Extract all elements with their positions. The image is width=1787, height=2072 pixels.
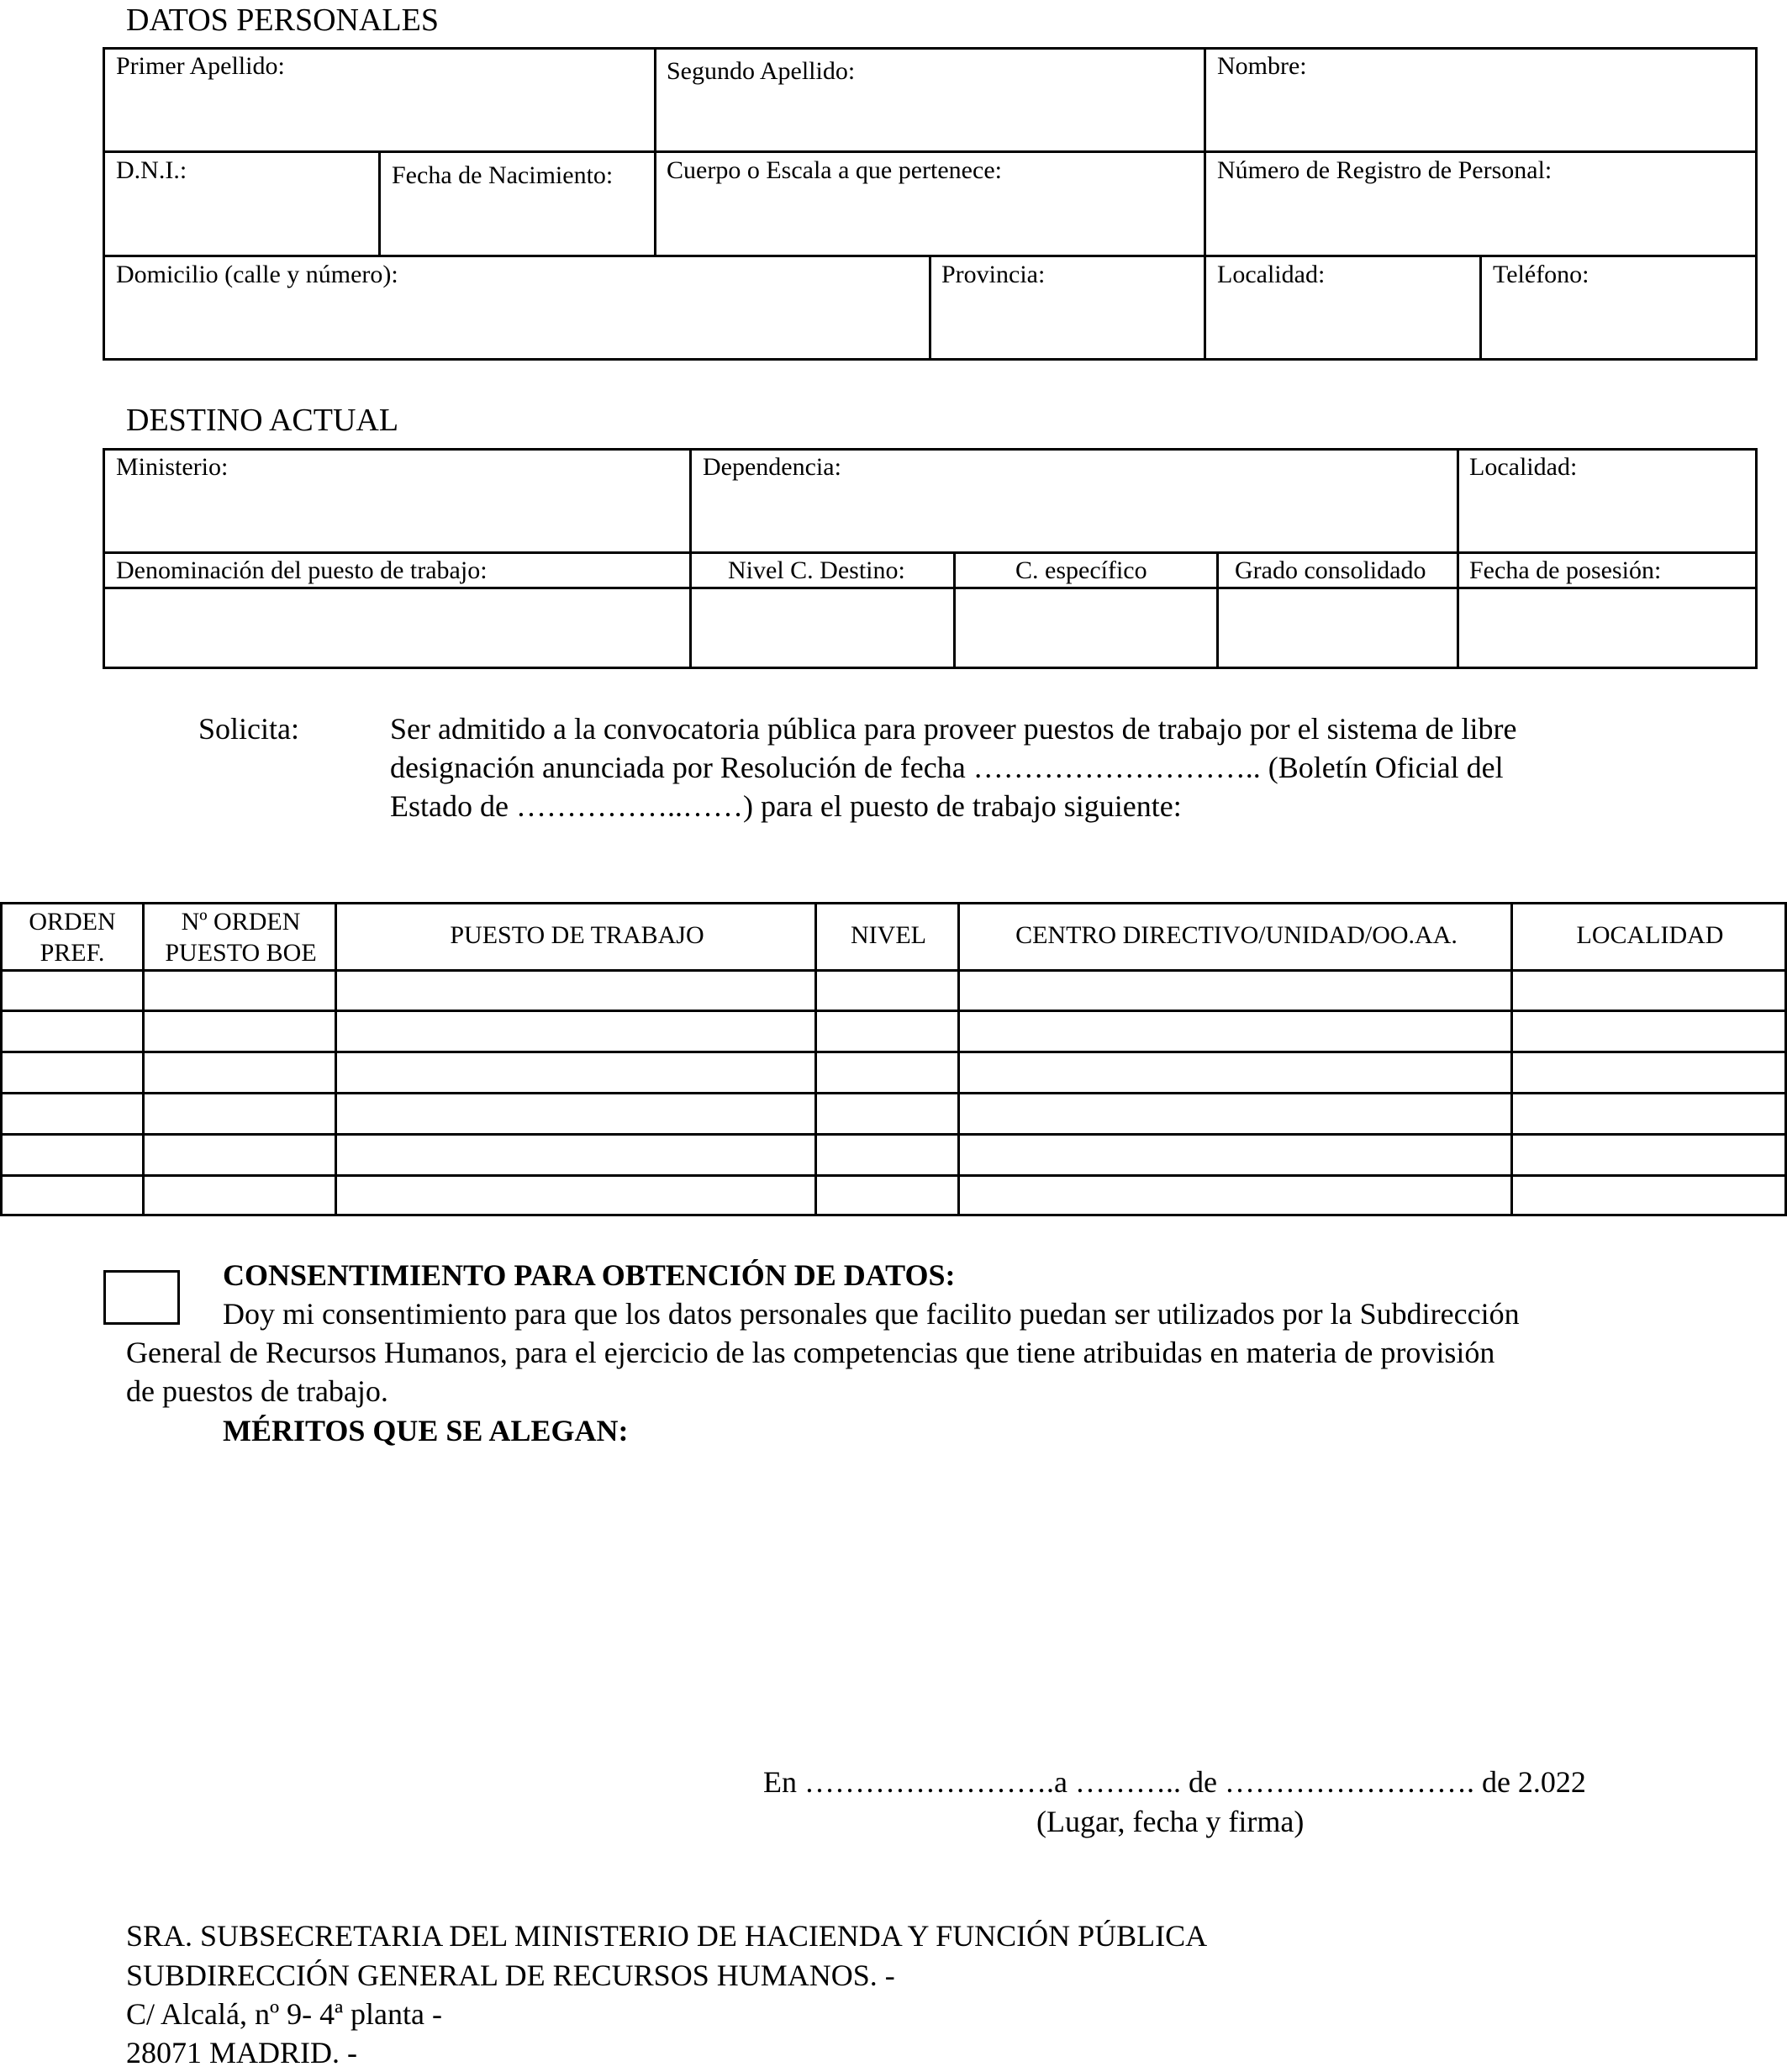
dni-field[interactable]: D.N.I.: — [116, 156, 187, 184]
fecha-posesion-label: Fecha de posesión: — [1469, 556, 1662, 584]
divider — [689, 448, 692, 669]
header-puesto: PUESTO DE TRABAJO — [450, 921, 704, 949]
header-centro: CENTRO DIRECTIVO/UNIDAD/OO.AA. — [1015, 921, 1458, 949]
localidad-field[interactable]: Localidad: — [1217, 261, 1326, 288]
firma-caption: (Lugar, fecha y firma) — [1036, 1805, 1305, 1838]
divider — [1479, 255, 1482, 361]
divider — [1216, 551, 1219, 669]
header-orden-pref — [0, 906, 145, 968]
solicita-text — [390, 709, 1684, 825]
telefono-field[interactable]: Teléfono: — [1493, 261, 1589, 288]
divider — [378, 150, 381, 256]
solicita-line-1: Ser admitido a la convocatoria pública para proveer puestos de trabajo por el sistema de libre — [390, 712, 1517, 746]
datos-personales-title: DATOS PERSONALES — [126, 3, 439, 38]
divider — [654, 47, 656, 257]
denominacion-label: Denominación del puesto de trabajo: — [116, 556, 488, 584]
divider — [1204, 47, 1206, 361]
provincia-field[interactable]: Provincia: — [941, 261, 1046, 288]
consentimiento-line-1: Doy mi consentimiento para que los datos personales que facilito puedan ser utilizados por la Subdirección — [223, 1297, 1520, 1331]
destinatario-line-3: C/ Alcalá, nº 9- 4ª planta - — [126, 1997, 442, 2031]
divider — [1457, 448, 1459, 669]
domicilio-field[interactable]: Domicilio (calle y número): — [116, 261, 398, 288]
table-row — [0, 1133, 1787, 1136]
consentimiento-title: CONSENTIMIENTO PARA OBTENCIÓN DE DATOS: — [223, 1258, 956, 1292]
header-nivel: NIVEL — [851, 921, 926, 949]
divider — [103, 551, 1758, 554]
grado-label: Grado consolidado — [1235, 556, 1426, 584]
consentimiento-line-2: General de Recursos Humanos, para el ejercicio de las competencias que tiene atribuidas en materia de provisión — [126, 1336, 1495, 1369]
ministerio-field[interactable]: Ministerio: — [116, 453, 229, 481]
destinatario-line-1: SRA. SUBSECRETARIA DEL MINISTERIO DE HACIENDA Y FUNCIÓN PÚBLICA — [126, 1919, 1208, 1953]
solicita-label: Solicita: — [198, 712, 299, 746]
destinatario-line-4: 28071 MADRID. - — [126, 2036, 357, 2069]
divider — [103, 587, 1758, 589]
header-localidad: LOCALIDAD — [1576, 921, 1724, 949]
table-row — [0, 1010, 1787, 1012]
header-orden-boe — [145, 906, 337, 968]
destino-actual-title: DESTINO ACTUAL — [126, 403, 399, 438]
segundo-apellido-field[interactable]: Segundo Apellido: — [667, 57, 856, 85]
table-row — [0, 1051, 1787, 1053]
nombre-field[interactable]: Nombre: — [1217, 52, 1307, 80]
divider — [929, 255, 931, 361]
solicita-line-3: Estado de ……………..……) para el puesto de trabajo siguiente: — [390, 789, 1182, 823]
destino-localidad-field[interactable]: Localidad: — [1469, 453, 1578, 481]
table-row — [0, 1174, 1787, 1177]
numero-registro-field[interactable]: Número de Registro de Personal: — [1217, 156, 1552, 184]
destinatario-line-2: SUBDIRECCIÓN GENERAL DE RECURSOS HUMANOS. - — [126, 1959, 895, 1992]
meritos-title: MÉRITOS QUE SE ALEGAN: — [223, 1414, 629, 1447]
divider — [953, 551, 956, 669]
cuerpo-escala-field[interactable]: Cuerpo o Escala a que pertenece: — [667, 156, 1002, 184]
table-row — [0, 1092, 1787, 1094]
firma-line: En …………………….a ……….. de ……………………. de 2.022 — [763, 1765, 1586, 1799]
solicita-line-2: designación anunciada por Resolución de fecha ……………………….. (Boletín Oficial del — [390, 751, 1504, 784]
fecha-nacimiento-field[interactable]: Fecha de Nacimiento: — [392, 161, 614, 189]
dependencia-field[interactable]: Dependencia: — [703, 453, 841, 481]
header-orden-pref-1: ORDEN — [29, 908, 116, 936]
nivel-destino-label: Nivel C. Destino: — [728, 556, 905, 584]
primer-apellido-field[interactable]: Primer Apellido: — [116, 52, 285, 80]
header-orden-boe-1: Nº ORDEN — [181, 908, 301, 936]
consentimiento-checkbox[interactable] — [103, 1270, 180, 1325]
divider — [103, 150, 1758, 153]
consentimiento-line-3: de puestos de trabajo. — [126, 1374, 388, 1408]
header-orden-pref-2: PREF. — [40, 939, 105, 967]
table-row — [0, 969, 1787, 972]
c-especifico-label: C. específico — [1015, 556, 1147, 584]
header-orden-boe-2: PUESTO BOE — [165, 939, 317, 967]
